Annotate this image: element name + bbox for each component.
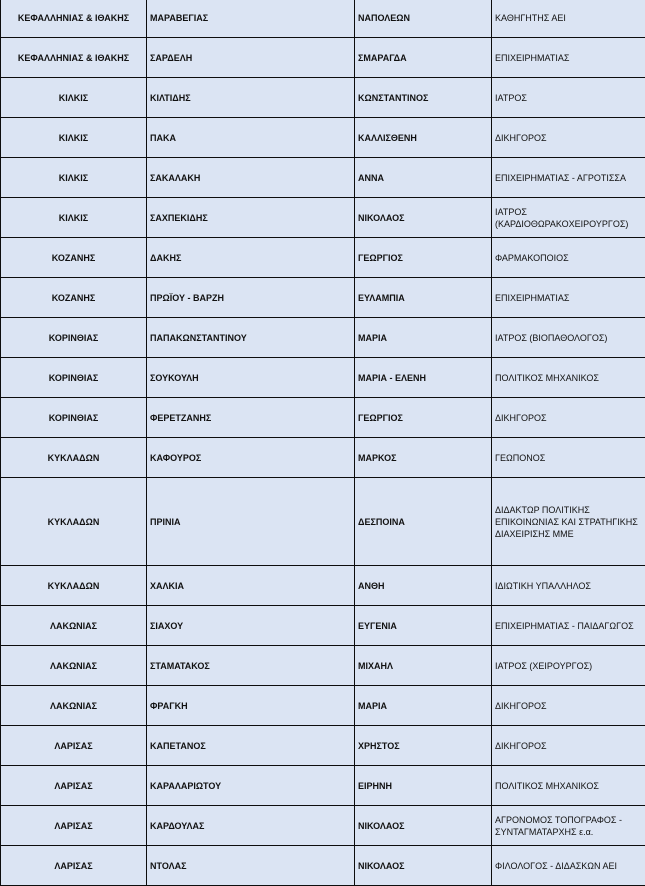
- table-row: [1, 606, 645, 646]
- occupation-cell: ΙΑΤΡΟΣ (ΧΕΙΡΟΥΡΓΟΣ): [492, 646, 645, 686]
- surname-cell: ΚΙΛΤΙΔΗΣ: [147, 78, 355, 118]
- table-row: [1, 846, 645, 886]
- surname-cell: ΣΟΥΚΟΥΛΗ: [147, 358, 355, 398]
- name-cell: ΝΙΚΟΛΑΟΣ: [355, 846, 492, 886]
- region-cell: ΛΑΚΩΝΙΑΣ: [1, 606, 147, 646]
- occupation-cell: ΙΔΙΩΤΙΚΗ ΥΠΑΛΛΗΛΟΣ: [492, 566, 645, 606]
- name-cell: ΝΙΚΟΛΑΟΣ: [355, 198, 492, 238]
- occupation-cell: ΚΑΘΗΓΗΤΗΣ ΑΕΙ: [492, 0, 645, 38]
- surname-cell: ΚΑΡΔΟΥΛΑΣ: [147, 806, 355, 846]
- region-cell: ΚΙΛΚΙΣ: [1, 118, 147, 158]
- surname-cell: ΧΑΛΚΙΑ: [147, 566, 355, 606]
- name-cell: ΕΥΓΕΝΙΑ: [355, 606, 492, 646]
- region-cell: ΚΟΡΙΝΘΙΑΣ: [1, 358, 147, 398]
- region-cell: ΛΑΡΙΣΑΣ: [1, 806, 147, 846]
- surname-cell: ΠΡΙΝΙΑ: [147, 478, 355, 566]
- surname-cell: ΚΑΠΕΤΑΝΟΣ: [147, 726, 355, 766]
- table-row: [1, 566, 645, 606]
- table-row: [1, 358, 645, 398]
- name-cell: ΜΑΡΙΑ: [355, 686, 492, 726]
- name-cell: ΑΝΘΗ: [355, 566, 492, 606]
- occupation-cell: ΦΙΛΟΛΟΓΟΣ - ΔΙΔΑΣΚΩΝ ΑΕΙ: [492, 846, 645, 886]
- table-row: [1, 478, 645, 566]
- region-cell: ΚΙΛΚΙΣ: [1, 158, 147, 198]
- occupation-cell: ΔΙΚΗΓΟΡΟΣ: [492, 686, 645, 726]
- region-cell: ΚΥΚΛΑΔΩΝ: [1, 438, 147, 478]
- occupation-cell: ΔΙΚΗΓΟΡΟΣ: [492, 118, 645, 158]
- table-row: [1, 438, 645, 478]
- region-cell: ΚΙΛΚΙΣ: [1, 198, 147, 238]
- occupation-cell: ΙΑΤΡΟΣ: [492, 78, 645, 118]
- region-cell: ΚΥΚΛΑΔΩΝ: [1, 566, 147, 606]
- name-cell: ΜΑΡΚΟΣ: [355, 438, 492, 478]
- occupation-cell: ΙΑΤΡΟΣ (ΚΑΡΔΙΟΘΩΡΑΚΟΧΕΙΡΟΥΡΓΟΣ): [492, 198, 645, 238]
- name-cell: ΔΕΣΠΟΙΝΑ: [355, 478, 492, 566]
- surname-cell: ΣΑΚΑΛΑΚΗ: [147, 158, 355, 198]
- table-row: [1, 766, 645, 806]
- name-cell: ΜΑΡΙΑ: [355, 318, 492, 358]
- table-row: [1, 0, 645, 38]
- table-row: [1, 198, 645, 238]
- table-row: [1, 686, 645, 726]
- surname-cell: ΣΙΑΧΟΥ: [147, 606, 355, 646]
- table-row: [1, 158, 645, 198]
- candidates-table-body: [1, 0, 645, 886]
- surname-cell: ΦΡΑΓΚΗ: [147, 686, 355, 726]
- occupation-cell: ΕΠΙΧΕΙΡΗΜΑΤΙΑΣ - ΑΓΡΟΤΙΣΣΑ: [492, 158, 645, 198]
- region-cell: ΛΑΡΙΣΑΣ: [1, 846, 147, 886]
- occupation-cell: ΕΠΙΧΕΙΡΗΜΑΤΙΑΣ: [492, 38, 645, 78]
- name-cell: ΓΕΩΡΓΙΟΣ: [355, 398, 492, 438]
- surname-cell: ΔΑΚΗΣ: [147, 238, 355, 278]
- occupation-cell: ΙΑΤΡΟΣ (ΒΙΟΠΑΘΟΛΟΓΟΣ): [492, 318, 645, 358]
- occupation-cell: ΕΠΙΧΕΙΡΗΜΑΤΙΑΣ: [492, 278, 645, 318]
- occupation-cell: ΠΟΛΙΤΙΚΟΣ ΜΗΧΑΝΙΚΟΣ: [492, 358, 645, 398]
- name-cell: ΜΑΡΙΑ - ΕΛΕΝΗ: [355, 358, 492, 398]
- name-cell: ΝΑΠΟΛΕΩΝ: [355, 0, 492, 38]
- table-row: [1, 238, 645, 278]
- region-cell: ΚΟΡΙΝΘΙΑΣ: [1, 318, 147, 358]
- region-cell: ΚΥΚΛΑΔΩΝ: [1, 478, 147, 566]
- name-cell: ΕΙΡΗΝΗ: [355, 766, 492, 806]
- occupation-cell: ΔΙΔΑΚΤΩΡ ΠΟΛΙΤΙΚΗΣ ΕΠΙΚΟΙΝΩΝΙΑΣ ΚΑΙ ΣΤΡΑΤΗΓΙΚΗΣ ΔΙΑΧΕΙΡΙΣΗΣ ΜΜΕ: [492, 478, 645, 566]
- surname-cell: ΜΑΡΑΒΕΓΙΑΣ: [147, 0, 355, 38]
- occupation-cell: ΔΙΚΗΓΟΡΟΣ: [492, 726, 645, 766]
- name-cell: ΚΩΝΣΤΑΝΤΙΝΟΣ: [355, 78, 492, 118]
- region-cell: ΛΑΚΩΝΙΑΣ: [1, 686, 147, 726]
- table-row: [1, 646, 645, 686]
- name-cell: ΜΙΧΑΗΛ: [355, 646, 492, 686]
- occupation-cell: ΔΙΚΗΓΟΡΟΣ: [492, 398, 645, 438]
- table-row: [1, 726, 645, 766]
- table-row: [1, 38, 645, 78]
- region-cell: ΛΑΡΙΣΑΣ: [1, 766, 147, 806]
- region-cell: ΛΑΚΩΝΙΑΣ: [1, 646, 147, 686]
- region-cell: ΚΟΖΑΝΗΣ: [1, 278, 147, 318]
- surname-cell: ΣΤΑΜΑΤΑΚΟΣ: [147, 646, 355, 686]
- region-cell: ΚΟΖΑΝΗΣ: [1, 238, 147, 278]
- name-cell: ΑΝΝΑ: [355, 158, 492, 198]
- surname-cell: ΠΑΚΑ: [147, 118, 355, 158]
- region-cell: ΚΕΦΑΛΛΗΝΙΑΣ & ΙΘΑΚΗΣ: [1, 0, 147, 38]
- occupation-cell: ΓΕΩΠΟΝΟΣ: [492, 438, 645, 478]
- occupation-cell: ΦΑΡΜΑΚΟΠΟΙΟΣ: [492, 238, 645, 278]
- table-row: [1, 78, 645, 118]
- surname-cell: ΝΤΟΛΑΣ: [147, 846, 355, 886]
- occupation-cell: ΑΓΡΟΝΟΜΟΣ ΤΟΠΟΓΡΑΦΟΣ - ΣΥΝΤΑΓΜΑΤΑΡΧΗΣ ε.α.: [492, 806, 645, 846]
- surname-cell: ΣΑΡΔΕΛΗ: [147, 38, 355, 78]
- table-row: [1, 278, 645, 318]
- name-cell: ΣΜΑΡΑΓΔΑ: [355, 38, 492, 78]
- region-cell: ΚΕΦΑΛΛΗΝΙΑΣ & ΙΘΑΚΗΣ: [1, 38, 147, 78]
- surname-cell: ΠΡΩΪΟΥ - ΒΑΡΖΗ: [147, 278, 355, 318]
- occupation-cell: ΕΠΙΧΕΙΡΗΜΑΤΙΑΣ - ΠΑΙΔΑΓΩΓΟΣ: [492, 606, 645, 646]
- surname-cell: ΚΑΡΑΛΑΡΙΩΤΟΥ: [147, 766, 355, 806]
- region-cell: ΚΟΡΙΝΘΙΑΣ: [1, 398, 147, 438]
- name-cell: ΚΑΛΛΙΣΘΕΝΗ: [355, 118, 492, 158]
- table-row: [1, 806, 645, 846]
- table-row: [1, 318, 645, 358]
- surname-cell: ΦΕΡΕΤΖΑΝΗΣ: [147, 398, 355, 438]
- surname-cell: ΚΑΦΟΥΡΟΣ: [147, 438, 355, 478]
- name-cell: ΧΡΗΣΤΟΣ: [355, 726, 492, 766]
- table-row: [1, 398, 645, 438]
- name-cell: ΝΙΚΟΛΑΟΣ: [355, 806, 492, 846]
- name-cell: ΕΥΛΑΜΠΙΑ: [355, 278, 492, 318]
- occupation-cell: ΠΟΛΙΤΙΚΟΣ ΜΗΧΑΝΙΚΟΣ: [492, 766, 645, 806]
- surname-cell: ΠΑΠΑΚΩΝΣΤΑΝΤΙΝΟΥ: [147, 318, 355, 358]
- region-cell: ΛΑΡΙΣΑΣ: [1, 726, 147, 766]
- surname-cell: ΣΑΧΠΕΚΙΔΗΣ: [147, 198, 355, 238]
- region-cell: ΚΙΛΚΙΣ: [1, 78, 147, 118]
- name-cell: ΓΕΩΡΓΙΟΣ: [355, 238, 492, 278]
- table-row: [1, 118, 645, 158]
